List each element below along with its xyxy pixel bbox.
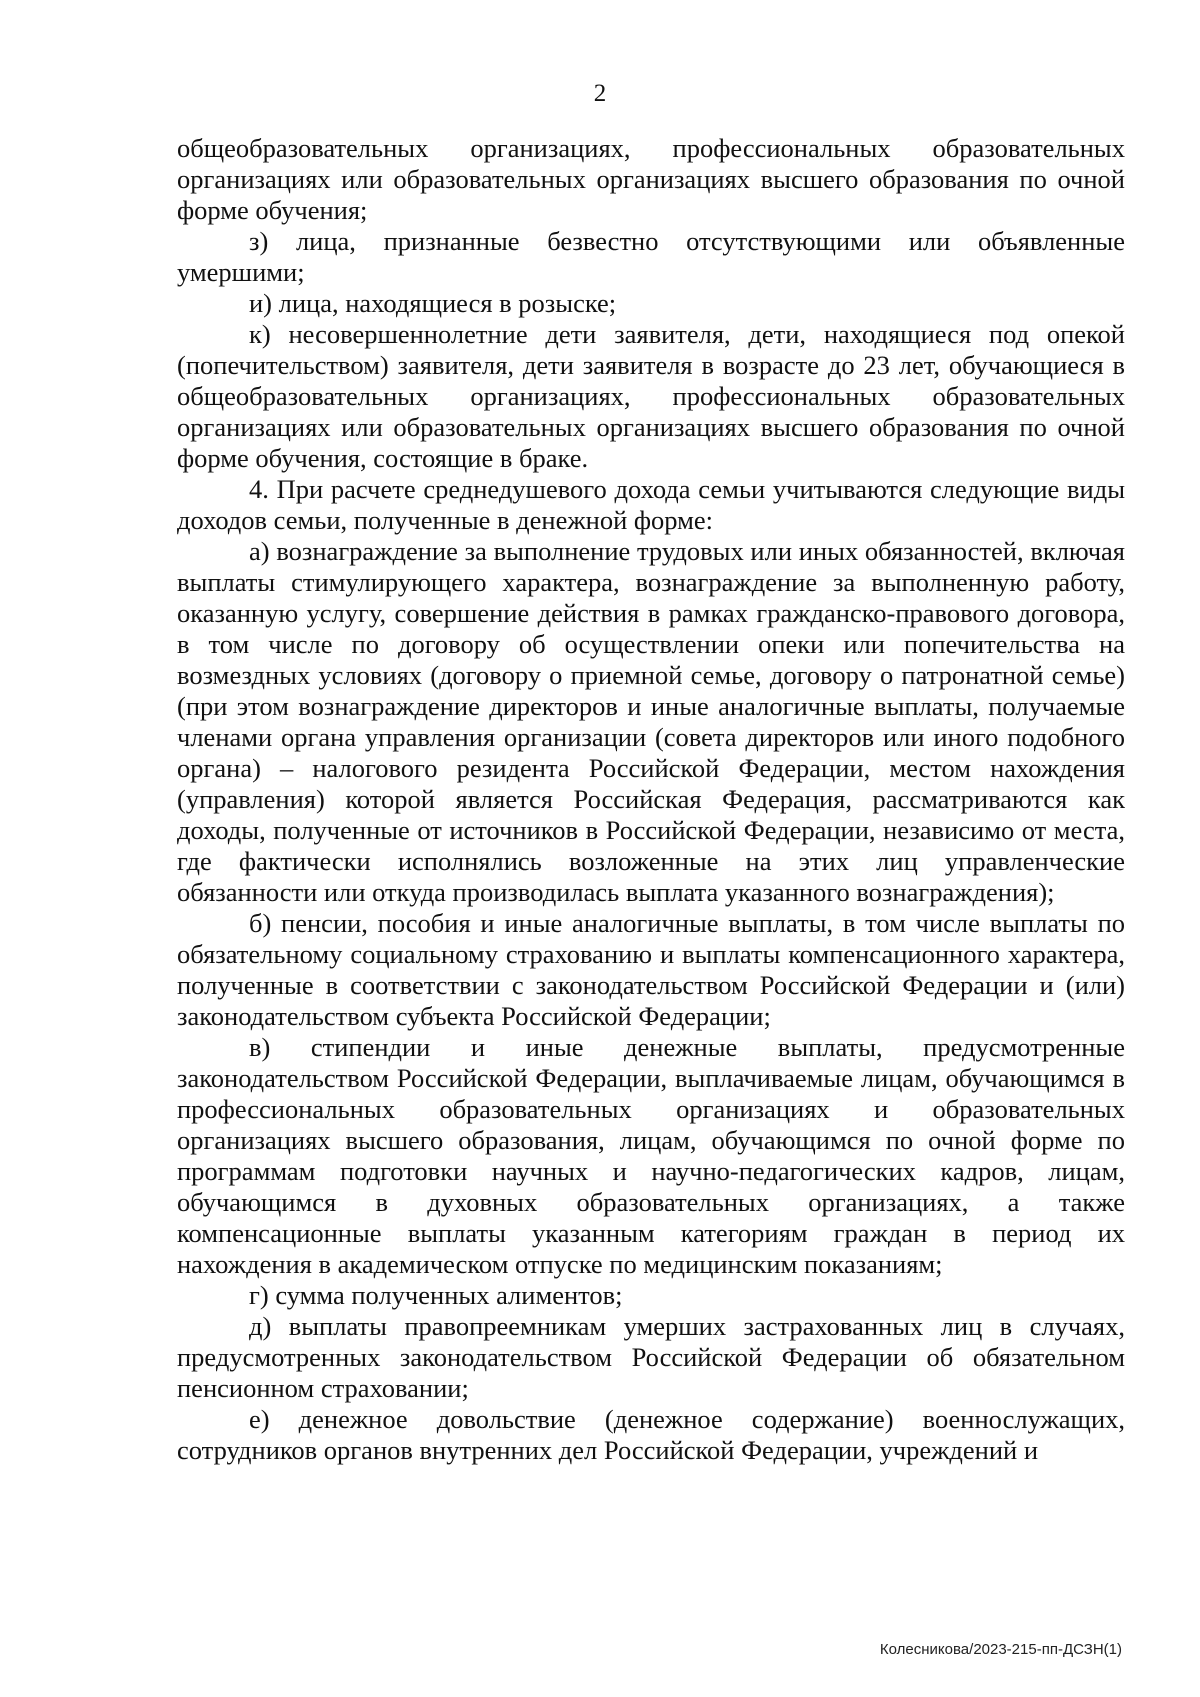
paragraph-item-b: б) пенсии, пособия и иные аналогичные выплаты, в том числе выплаты по обязательному социальному страхованию и выплаты компенсационного характера, полученные в соответствии с законодательством Российской Федерации и (или) законодательством субъекта Российской Федерации; — [177, 908, 1125, 1031]
paragraph-item-e: е) денежное довольствие (денежное содержание) военнослужащих, сотрудников органов внутренних дел Российской Федерации, учреждений и — [177, 1404, 1125, 1465]
paragraph-section-4: 4. При расчете среднедушевого дохода семьи учитываются следующие виды доходов семьи, полученные в денежной форме: — [177, 474, 1125, 535]
paragraph-continuation: общеобразовательных организациях, профессиональных образовательных организациях или образовательных организациях высшего образования по очной форме обучения; — [177, 133, 1125, 225]
footer-reference: Колесникова/2023-215-пп-ДСЗН(1) — [879, 1641, 1122, 1658]
paragraph-item-k: к) несовершеннолетние дети заявителя, дети, находящиеся под опекой (попечительством) заявителя, дети заявителя в возрасте до 23 лет, обучающиеся в общеобразовательных организациях, профессиональных образовательных организациях или образовательных организациях высшего образования по очной форме обучения, состоящие в браке. — [177, 319, 1125, 473]
paragraph-item-g: г) сумма полученных алиментов; — [249, 1280, 623, 1310]
paragraph-item-a: а) вознаграждение за выполнение трудовых или иных обязанностей, включая выплаты стимулирующего характера, вознаграждение за выполненную работу, оказанную услугу, совершение действия в рамках гражданско-правового договора, в том числе по договору об осуществлении опеки или попечительства на возмездных условиях (договору о приемной семье, договору о патронатной семье) (при этом вознаграждение директоров и иные аналогичные выплаты, получаемые членами органа управления организации (совета директоров или иного подобного органа) – налогового резидента Российской Федерации, местом нахождения (управления) которой является Российская Федерация, рассматриваются как доходы, полученные от источников в Российской Федерации, независимо от места, где фактически исполнялись возложенные на этих лиц управленческие обязанности или откуда производилась выплата указанного вознаграждения); — [177, 536, 1125, 907]
paragraph-item-i: и) лица, находящиеся в розыске; — [249, 288, 617, 318]
document-body — [177, 133, 1125, 1466]
page-number: 2 — [593, 80, 607, 107]
paragraph-item-z: з) лица, признанные безвестно отсутствующими или объявленные умершими; — [177, 226, 1125, 287]
paragraph-item-d: д) выплаты правопреемникам умерших застрахованных лиц в случаях, предусмотренных законодательством Российской Федерации об обязательном пенсионном страховании; — [177, 1311, 1125, 1403]
paragraph-item-v: в) стипендии и иные денежные выплаты, предусмотренные законодательством Российской Федерации, выплачиваемые лицам, обучающимся в профессиональных образовательных организациях и образовательных организациях высшего образования, лицам, обучающимся по очной форме по программам подготовки научных и научно-педагогических кадров, лицам, обучающимся в духовных образовательных организациях, а также компенсационные выплаты указанным категориям граждан в период их нахождения в академическом отпуске по медицинским показаниям; — [177, 1032, 1125, 1279]
